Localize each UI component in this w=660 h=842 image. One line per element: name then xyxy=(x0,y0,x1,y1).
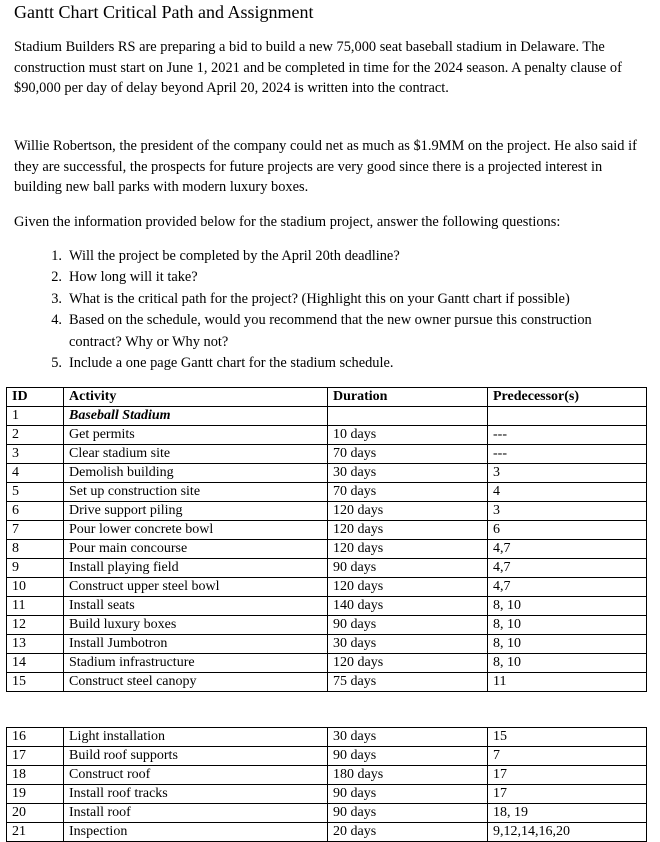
table-row xyxy=(7,654,647,673)
activity-cell: Build luxury boxes xyxy=(64,616,328,635)
id-cell: 11 xyxy=(7,597,64,616)
predecessors-cell: 3 xyxy=(488,464,647,483)
question-number: 1. xyxy=(51,248,62,264)
predecessors-cell: 8, 10 xyxy=(488,616,647,635)
table-row xyxy=(7,597,647,616)
id-cell: 18 xyxy=(7,766,64,785)
activity-cell: Clear stadium site xyxy=(64,445,328,464)
predecessors-cell xyxy=(488,407,647,426)
question-item xyxy=(28,310,628,353)
duration-cell: 120 days xyxy=(328,540,488,559)
page-title: Gantt Chart Critical Path and Assignment xyxy=(14,2,314,22)
question-item xyxy=(28,246,628,267)
predecessors-cell: 18, 19 xyxy=(488,804,647,823)
duration-cell: 120 days xyxy=(328,502,488,521)
question-item xyxy=(28,267,628,288)
id-cell: 15 xyxy=(7,673,64,692)
activity-cell: Pour lower concrete bowl xyxy=(64,521,328,540)
predecessors-cell: 7 xyxy=(488,747,647,766)
duration-cell: 180 days xyxy=(328,766,488,785)
duration-cell: 90 days xyxy=(328,804,488,823)
predecessors-cell: 8, 10 xyxy=(488,635,647,654)
question-item xyxy=(28,289,628,310)
activity-cell: Demolish building xyxy=(64,464,328,483)
duration-cell: 30 days xyxy=(328,728,488,747)
activity-cell: Stadium infrastructure xyxy=(64,654,328,673)
activity-cell: Light installation xyxy=(64,728,328,747)
question-number: 2. xyxy=(51,269,62,286)
intro-paragraph: Stadium Builders RS are preparing a bid to build a new 75,000 seat baseball stadium in Delaware. The construction must start on June 1, 2021 and be completed in time for the 2024 season. A penalty clause of $90,000 per day of delay beyond April 20, 2024 is written into the contract. xyxy=(14,39,622,96)
table-header-row xyxy=(7,388,647,407)
question-item xyxy=(28,353,628,374)
table-row xyxy=(7,559,647,578)
duration-cell: 70 days xyxy=(328,483,488,502)
activity-cell: Build roof supports xyxy=(64,747,328,766)
predecessors-cell: 8, 10 xyxy=(488,654,647,673)
id-cell: 20 xyxy=(7,804,64,823)
id-cell: 10 xyxy=(7,578,64,597)
question-text: How long will it take? xyxy=(69,269,198,286)
activity-cell: Install roof xyxy=(64,804,328,823)
activity-cell: Construct roof xyxy=(64,766,328,785)
question-text: What is the critical path for the project? (Highlight this on your Gantt chart if possible) xyxy=(69,290,570,307)
instructions-paragraph: Given the information provided below for the stadium project, answer the following questions: xyxy=(14,214,561,230)
duration-cell: 30 days xyxy=(328,464,488,483)
schedule-table xyxy=(6,387,647,692)
activity-cell: Install playing field xyxy=(64,559,328,578)
activity-cell: Install seats xyxy=(64,597,328,616)
predecessors-cell: --- xyxy=(488,445,647,464)
activity-cell: Set up construction site xyxy=(64,483,328,502)
duration-cell: 10 days xyxy=(328,426,488,445)
predecessors-cell: 4 xyxy=(488,483,647,502)
id-cell: 6 xyxy=(7,502,64,521)
activity-cell: Baseball Stadium xyxy=(64,407,328,426)
id-cell: 14 xyxy=(7,654,64,673)
activity-cell: Construct upper steel bowl xyxy=(64,578,328,597)
activity-header: Activity xyxy=(64,388,328,407)
duration-cell: 120 days xyxy=(328,578,488,597)
table-row xyxy=(7,785,647,804)
predecessors-cell: 17 xyxy=(488,785,647,804)
activity-cell: Install Jumbotron xyxy=(64,635,328,654)
table-row xyxy=(7,635,647,654)
id-cell: 17 xyxy=(7,747,64,766)
id-cell: 16 xyxy=(7,728,64,747)
table-row xyxy=(7,766,647,785)
id-cell: 7 xyxy=(7,521,64,540)
id-cell: 12 xyxy=(7,616,64,635)
duration-cell: 30 days xyxy=(328,635,488,654)
predecessors-cell: 4,7 xyxy=(488,578,647,597)
id-header: ID xyxy=(7,388,64,407)
predecessors-cell: 8, 10 xyxy=(488,597,647,616)
schedule-table-continued xyxy=(6,727,647,842)
table-row xyxy=(7,464,647,483)
table-row xyxy=(7,407,647,426)
table-row xyxy=(7,728,647,747)
predecessors-header: Predecessor(s) xyxy=(488,388,647,407)
id-cell: 3 xyxy=(7,445,64,464)
id-cell: 5 xyxy=(7,483,64,502)
table-row xyxy=(7,502,647,521)
predecessors-cell: 4,7 xyxy=(488,540,647,559)
predecessors-cell: 9,12,14,16,20 xyxy=(488,823,647,842)
predecessors-cell: 15 xyxy=(488,728,647,747)
table-row xyxy=(7,445,647,464)
question-text: Based on the schedule, would you recommend that the new owner pursue this construction contract? Why or Why not? xyxy=(69,312,592,350)
president-paragraph: Willie Robertson, the president of the company could net as much as $1.9MM on the project. He also said if they are successful, the prospects for future projects are very good since there is a projected interest in building new ball parks with modern luxury boxes. xyxy=(14,138,637,195)
table-row xyxy=(7,804,647,823)
table-row xyxy=(7,521,647,540)
duration-cell: 90 days xyxy=(328,616,488,635)
duration-cell: 70 days xyxy=(328,445,488,464)
id-cell: 21 xyxy=(7,823,64,842)
duration-cell: 120 days xyxy=(328,521,488,540)
question-list xyxy=(28,246,628,374)
question-text: Will the project be completed by the April 20th deadline? xyxy=(69,248,400,264)
predecessors-cell: --- xyxy=(488,426,647,445)
duration-cell: 90 days xyxy=(328,785,488,804)
predecessors-cell: 11 xyxy=(488,673,647,692)
id-cell: 9 xyxy=(7,559,64,578)
table-row xyxy=(7,616,647,635)
id-cell: 1 xyxy=(7,407,64,426)
table-row xyxy=(7,426,647,445)
duration-cell: 75 days xyxy=(328,673,488,692)
table-row xyxy=(7,747,647,766)
duration-header: Duration xyxy=(328,388,488,407)
table-row xyxy=(7,578,647,597)
duration-cell: 120 days xyxy=(328,654,488,673)
activity-cell: Construct steel canopy xyxy=(64,673,328,692)
id-cell: 13 xyxy=(7,635,64,654)
question-number: 5. xyxy=(51,355,62,372)
predecessors-cell: 3 xyxy=(488,502,647,521)
table-row xyxy=(7,540,647,559)
predecessors-cell: 6 xyxy=(488,521,647,540)
question-text: Include a one page Gantt chart for the stadium schedule. xyxy=(69,355,394,372)
id-cell: 4 xyxy=(7,464,64,483)
duration-cell xyxy=(328,407,488,426)
predecessors-cell: 17 xyxy=(488,766,647,785)
predecessors-cell: 4,7 xyxy=(488,559,647,578)
question-number: 3. xyxy=(51,290,62,307)
activity-cell: Inspection xyxy=(64,823,328,842)
duration-cell: 140 days xyxy=(328,597,488,616)
duration-cell: 90 days xyxy=(328,559,488,578)
duration-cell: 90 days xyxy=(328,747,488,766)
id-cell: 2 xyxy=(7,426,64,445)
table-row xyxy=(7,823,647,842)
activity-cell: Pour main concourse xyxy=(64,540,328,559)
id-cell: 8 xyxy=(7,540,64,559)
question-number: 4. xyxy=(51,312,62,329)
activity-cell: Drive support piling xyxy=(64,502,328,521)
table-row xyxy=(7,483,647,502)
activity-cell: Install roof tracks xyxy=(64,785,328,804)
activity-cell: Get permits xyxy=(64,426,328,445)
id-cell: 19 xyxy=(7,785,64,804)
duration-cell: 20 days xyxy=(328,823,488,842)
table-row xyxy=(7,673,647,692)
